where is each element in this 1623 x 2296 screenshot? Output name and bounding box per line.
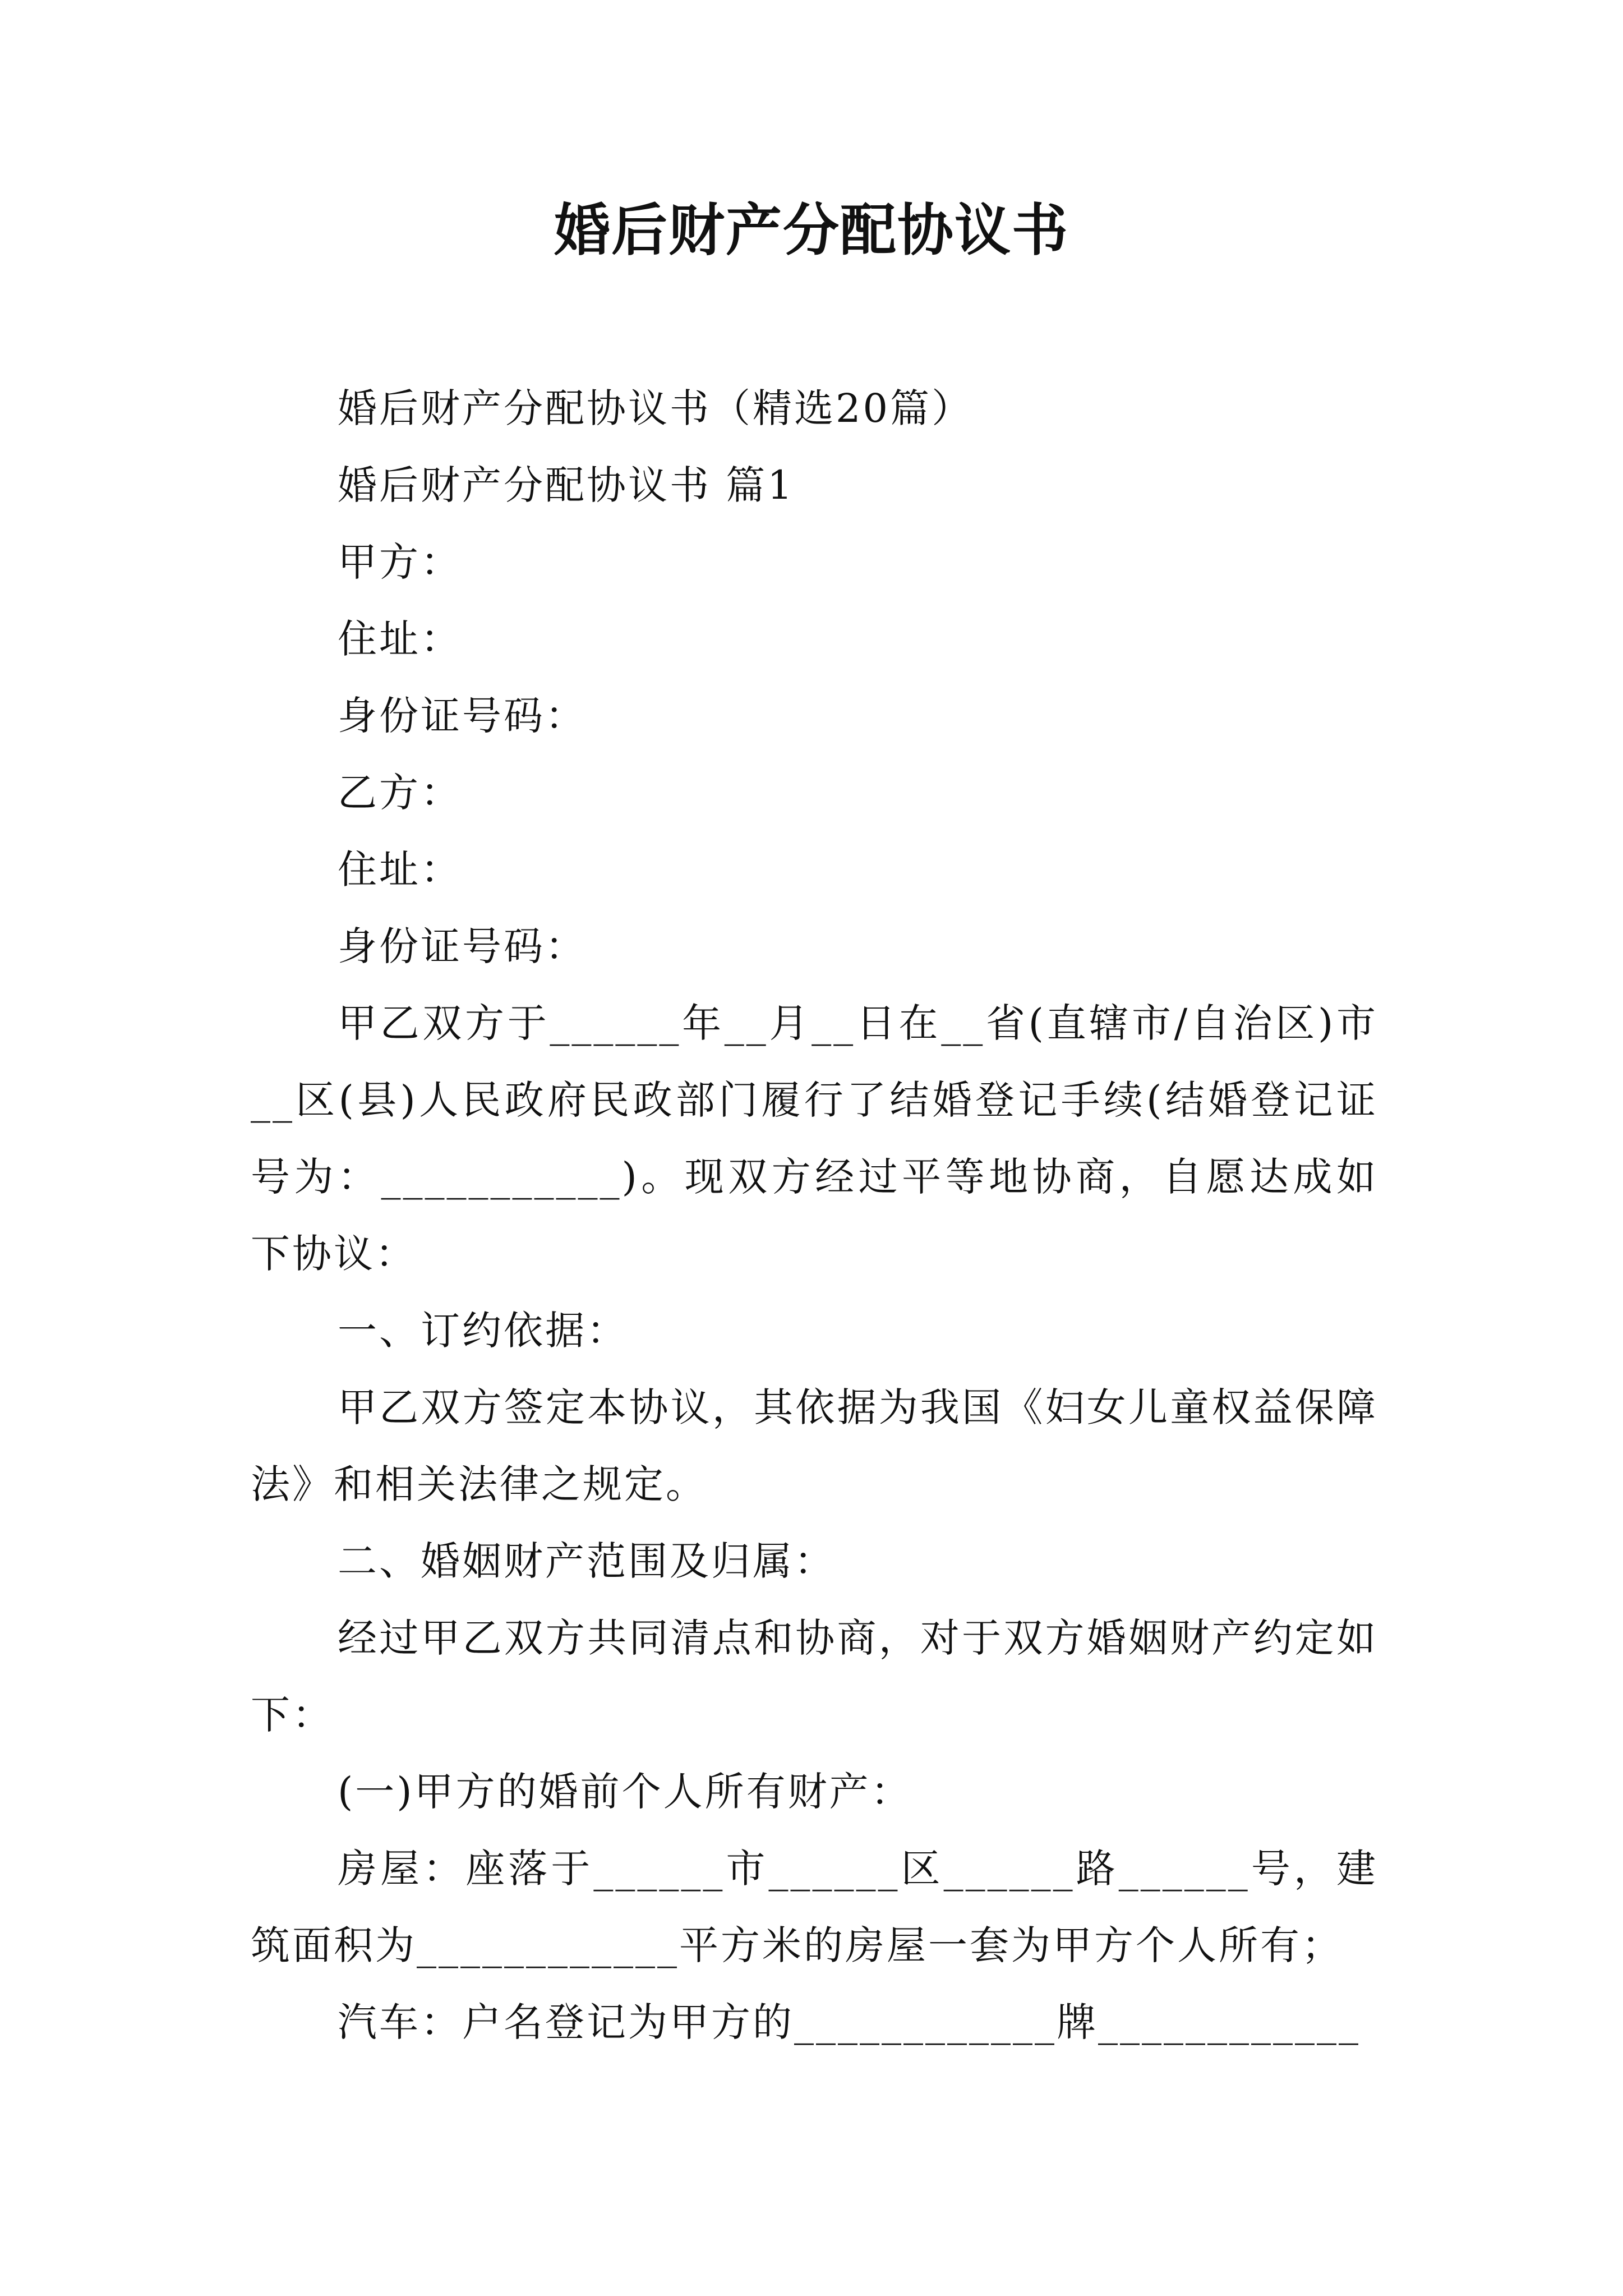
party-b-label: 乙方： [338, 770, 462, 816]
clause-heading-basis: 一、订约依据： [338, 1308, 628, 1354]
party-b-address: 住址： [338, 846, 462, 892]
clause-heading-property: 二、婚姻财产范围及归属： [338, 1538, 836, 1584]
property-agreement-paragraph: 经过甲乙双方共同清点和协商，对于双方婚姻财产约定如下： [251, 1615, 1378, 1738]
party-a-premarital-property-heading: (一)甲方的婚前个人所有财产： [338, 1769, 912, 1815]
marriage-registration-paragraph: 甲乙双方于______年__月__日在__省(直辖市/自治区)市__区(县)人民政府民政部门履行了结婚登记手续(结婚登记证号为：___________)。现双方经过平等地协商，自愿达成如下协议： [251, 1000, 1378, 1277]
section-heading: 婚后财产分配协议书 篇1 [338, 462, 795, 508]
document-body [251, 370, 1378, 2061]
document-title: 婚后财产分配协议书 [554, 197, 1069, 263]
car-paragraph: 汽车：户名登记为甲方的____________牌____________ [338, 1999, 1361, 2045]
party-a-id-number: 身份证号码： [338, 693, 587, 739]
party-a-address: 住址： [338, 616, 462, 662]
party-b-id-number: 身份证号码： [338, 923, 587, 969]
party-a-label: 甲方： [338, 539, 462, 585]
house-paragraph: 房屋：座落于______市______区______路______号，建筑面积为____________平方米的房屋一套为甲方个人所有； [251, 1846, 1378, 1968]
subtitle-line: 婚后财产分配协议书（精选20篇） [338, 385, 974, 431]
basis-paragraph: 甲乙双方签定本协议，其依据为我国《妇女儿童权益保障法》和相关法律之规定。 [251, 1384, 1378, 1507]
